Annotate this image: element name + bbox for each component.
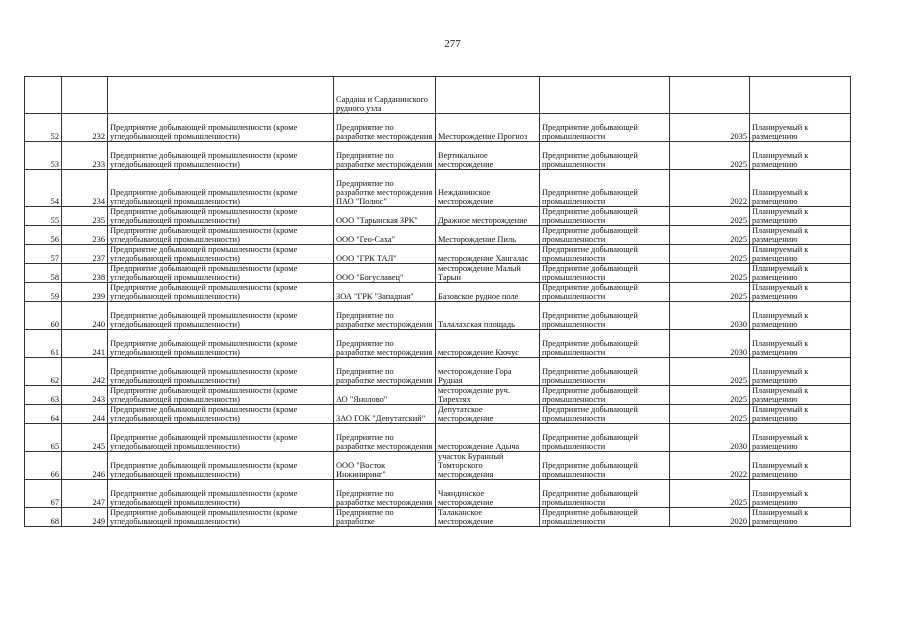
table-row	[25, 142, 851, 170]
cell-place: Месторождение Пиль	[436, 226, 540, 245]
table-row	[25, 226, 851, 245]
cell-num: 60	[25, 302, 62, 330]
cell-object: Предприятие добывающей промышленности (кроме угледобывающей промышленности)	[108, 114, 334, 142]
cell-object: Предприятие добывающей промышленности (кроме угледобывающей промышленности)	[108, 207, 334, 226]
cell-id: 243	[62, 386, 108, 405]
cell-type: Предприятие добывающей промышленности	[540, 207, 670, 226]
cell-type: Предприятие добывающей промышленности	[540, 508, 670, 527]
cell-type: Предприятие добывающей промышленности	[540, 452, 670, 480]
cell-type: Предприятие добывающей промышленности	[540, 386, 670, 405]
cell-id: 249	[62, 508, 108, 527]
cell-type: Предприятие добывающей промышленности	[540, 330, 670, 358]
cell-type: Предприятие добывающей промышленности	[540, 283, 670, 302]
cell-year: 2025	[670, 480, 750, 508]
cell-num: 53	[25, 142, 62, 170]
cell-organization: Предприятие по разработке месторождения	[334, 480, 436, 508]
cell-year: 2025	[670, 283, 750, 302]
cell-year: 2025	[670, 142, 750, 170]
cell-year: 2030	[670, 424, 750, 452]
cell-id: 242	[62, 358, 108, 386]
cell-type: Предприятие добывающей промышленности	[540, 226, 670, 245]
cell-status: Планируемый к размещению	[750, 142, 851, 170]
cell-id: 244	[62, 405, 108, 424]
cell-place: Чаяндинское месторождение	[436, 480, 540, 508]
cell-id: 233	[62, 142, 108, 170]
cell-place: Талаканское месторождение	[436, 508, 540, 527]
cell-num: 58	[25, 264, 62, 283]
cell-status: Планируемый к размещению	[750, 330, 851, 358]
cell-num: 64	[25, 405, 62, 424]
cell-id: 235	[62, 207, 108, 226]
cell-organization: Предприятие по разработке	[334, 508, 436, 527]
cell-num: 63	[25, 386, 62, 405]
cell-organization: ЗАО ГОК "Депутатский"	[334, 405, 436, 424]
cell-status: Планируемый к размещению	[750, 452, 851, 480]
cell-id: 238	[62, 264, 108, 283]
cell-object: Предприятие добывающей промышленности (кроме угледобывающей промышленности)	[108, 405, 334, 424]
cell-id	[62, 77, 108, 114]
cell-object: Предприятие добывающей промышленности (кроме угледобывающей промышленности)	[108, 508, 334, 527]
table-row	[25, 264, 851, 283]
cell-type: Предприятие добывающей промышленности	[540, 170, 670, 207]
cell-num: 68	[25, 508, 62, 527]
table-row	[25, 330, 851, 358]
cell-id: 245	[62, 424, 108, 452]
cell-organization: АО "Янолово"	[334, 386, 436, 405]
cell-status: Планируемый к размещению	[750, 245, 851, 264]
cell-type: Предприятие добывающей промышленности	[540, 302, 670, 330]
cell-status: Планируемый к размещению	[750, 207, 851, 226]
cell-year: 2025	[670, 405, 750, 424]
table-row	[25, 405, 851, 424]
cell-id: 246	[62, 452, 108, 480]
cell-id: 239	[62, 283, 108, 302]
cell-organization: Предприятие по разработке месторождения	[334, 114, 436, 142]
table-row	[25, 207, 851, 226]
table-row	[25, 170, 851, 207]
cell-organization: ЗОА "ГРК "Западная"	[334, 283, 436, 302]
cell-type: Предприятие добывающей промышленности	[540, 405, 670, 424]
cell-organization: Предприятие по разработке месторождения	[334, 330, 436, 358]
table-row	[25, 480, 851, 508]
cell-place	[436, 77, 540, 114]
table-row	[25, 302, 851, 330]
register-table	[24, 76, 851, 527]
cell-type: Предприятие добывающей промышленности	[540, 480, 670, 508]
cell-id: 232	[62, 114, 108, 142]
cell-place: месторождение Хангалас	[436, 245, 540, 264]
cell-organization: ООО "Тарынская ЗРК"	[334, 207, 436, 226]
cell-object: Предприятие добывающей промышленности (кроме угледобывающей промышленности)	[108, 283, 334, 302]
cell-num: 67	[25, 480, 62, 508]
cell-object: Предприятие добывающей промышленности (кроме угледобывающей промышленности)	[108, 358, 334, 386]
table-row	[25, 452, 851, 480]
table-row	[25, 508, 851, 527]
cell-status: Планируемый к размещению	[750, 358, 851, 386]
cell-type: Предприятие добывающей промышленности	[540, 114, 670, 142]
cell-place: месторождение Адыча	[436, 424, 540, 452]
cell-id: 247	[62, 480, 108, 508]
cell-place: месторождение Кючус	[436, 330, 540, 358]
cell-status: Планируемый к размещению	[750, 114, 851, 142]
cell-object: Предприятие добывающей промышленности (кроме угледобывающей промышленности)	[108, 226, 334, 245]
cell-num: 62	[25, 358, 62, 386]
table-row-continuation	[25, 77, 851, 114]
cell-year: 2035	[670, 114, 750, 142]
cell-status: Планируемый к размещению	[750, 386, 851, 405]
cell-year: 2025	[670, 264, 750, 283]
table-row	[25, 283, 851, 302]
cell-id: 241	[62, 330, 108, 358]
cell-place: Дражное месторождение	[436, 207, 540, 226]
cell-year: 2025	[670, 245, 750, 264]
cell-status	[750, 77, 851, 114]
cell-organization: Предприятие по разработке месторождения ПАО "Полюс"	[334, 170, 436, 207]
cell-year: 2025	[670, 386, 750, 405]
table-row	[25, 245, 851, 264]
cell-year: 2022	[670, 170, 750, 207]
cell-organization: ООО "Гео-Саха"	[334, 226, 436, 245]
cell-object: Предприятие добывающей промышленности (кроме угледобывающей промышленности)	[108, 302, 334, 330]
cell-type	[540, 77, 670, 114]
cell-object: Предприятие добывающей промышленности (кроме угледобывающей промышленности)	[108, 480, 334, 508]
cell-num: 57	[25, 245, 62, 264]
cell-id: 240	[62, 302, 108, 330]
cell-organization: Предприятие по разработке месторождения	[334, 302, 436, 330]
cell-num: 59	[25, 283, 62, 302]
cell-object	[108, 77, 334, 114]
cell-object: Предприятие добывающей промышленности (кроме угледобывающей промышленности)	[108, 170, 334, 207]
cell-type: Предприятие добывающей промышленности	[540, 142, 670, 170]
cell-type: Предприятие добывающей промышленности	[540, 245, 670, 264]
cell-id: 237	[62, 245, 108, 264]
cell-place: месторождение Малый Тарын	[436, 264, 540, 283]
cell-type: Предприятие добывающей промышленности	[540, 358, 670, 386]
cell-num: 54	[25, 170, 62, 207]
cell-organization: Предприятие по разработке месторождения	[334, 142, 436, 170]
cell-status: Планируемый к размещению	[750, 264, 851, 283]
cell-object: Предприятие добывающей промышленности (кроме угледобывающей промышленности)	[108, 264, 334, 283]
cell-year: 2025	[670, 226, 750, 245]
cell-status: Планируемый к размещению	[750, 424, 851, 452]
cell-organization: Предприятие по разработке месторождения	[334, 358, 436, 386]
cell-year: 2025	[670, 207, 750, 226]
cell-place: Депутатское месторождение	[436, 405, 540, 424]
cell-place: Нежданинское месторождение	[436, 170, 540, 207]
cell-year	[670, 77, 750, 114]
page-number: 277	[444, 38, 461, 50]
cell-object: Предприятие добывающей промышленности (кроме угледобывающей промышленности)	[108, 452, 334, 480]
cell-object: Предприятие добывающей промышленности (кроме угледобывающей промышленности)	[108, 245, 334, 264]
cell-place: Месторождение Прогноз	[436, 114, 540, 142]
cell-place: Вертикальное месторождение	[436, 142, 540, 170]
cell-object: Предприятие добывающей промышленности (кроме угледобывающей промышленности)	[108, 330, 334, 358]
cell-year: 2020	[670, 508, 750, 527]
cell-num: 52	[25, 114, 62, 142]
cell-object: Предприятие добывающей промышленности (кроме угледобывающей промышленности)	[108, 142, 334, 170]
cell-organization: ООО "ГРК ТАЛ"	[334, 245, 436, 264]
cell-status: Планируемый к размещению	[750, 170, 851, 207]
cell-organization: Предприятие по разработке месторождения	[334, 424, 436, 452]
cell-year: 2022	[670, 452, 750, 480]
table-row	[25, 424, 851, 452]
cell-num: 65	[25, 424, 62, 452]
cell-status: Планируемый к размещению	[750, 405, 851, 424]
table-body	[25, 77, 851, 527]
cell-num: 66	[25, 452, 62, 480]
cell-num	[25, 77, 62, 114]
cell-num: 61	[25, 330, 62, 358]
cell-place: Базовское рудное поле	[436, 283, 540, 302]
table-row	[25, 386, 851, 405]
cell-year: 2030	[670, 330, 750, 358]
cell-object: Предприятие добывающей промышленности (кроме угледобывающей промышленности)	[108, 386, 334, 405]
cell-status: Планируемый к размещению	[750, 302, 851, 330]
table-row	[25, 358, 851, 386]
cell-type: Предприятие добывающей промышленности	[540, 264, 670, 283]
cell-organization: ООО "Богуславец"	[334, 264, 436, 283]
cell-status: Планируемый к размещению	[750, 508, 851, 527]
cell-status: Планируемый к размещению	[750, 226, 851, 245]
cell-type: Предприятие добывающей промышленности	[540, 424, 670, 452]
table-row	[25, 114, 851, 142]
cell-organization: ООО "Восток Инжиниринг"	[334, 452, 436, 480]
cell-place: месторождение Гора Рудная	[436, 358, 540, 386]
cell-place: Талалахская площадь	[436, 302, 540, 330]
cell-place: участок Буранный Томторского месторождения	[436, 452, 540, 480]
cell-year: 2025	[670, 358, 750, 386]
cell-status: Планируемый к размещению	[750, 283, 851, 302]
cell-organization: Сардана и Сарданинского рудного узла	[334, 77, 436, 114]
cell-object: Предприятие добывающей промышленности (кроме угледобывающей промышленности)	[108, 424, 334, 452]
cell-num: 55	[25, 207, 62, 226]
cell-num: 56	[25, 226, 62, 245]
cell-place: месторождение руч. Тирехтях	[436, 386, 540, 405]
cell-id: 236	[62, 226, 108, 245]
cell-status: Планируемый к размещению	[750, 480, 851, 508]
cell-year: 2030	[670, 302, 750, 330]
cell-id: 234	[62, 170, 108, 207]
